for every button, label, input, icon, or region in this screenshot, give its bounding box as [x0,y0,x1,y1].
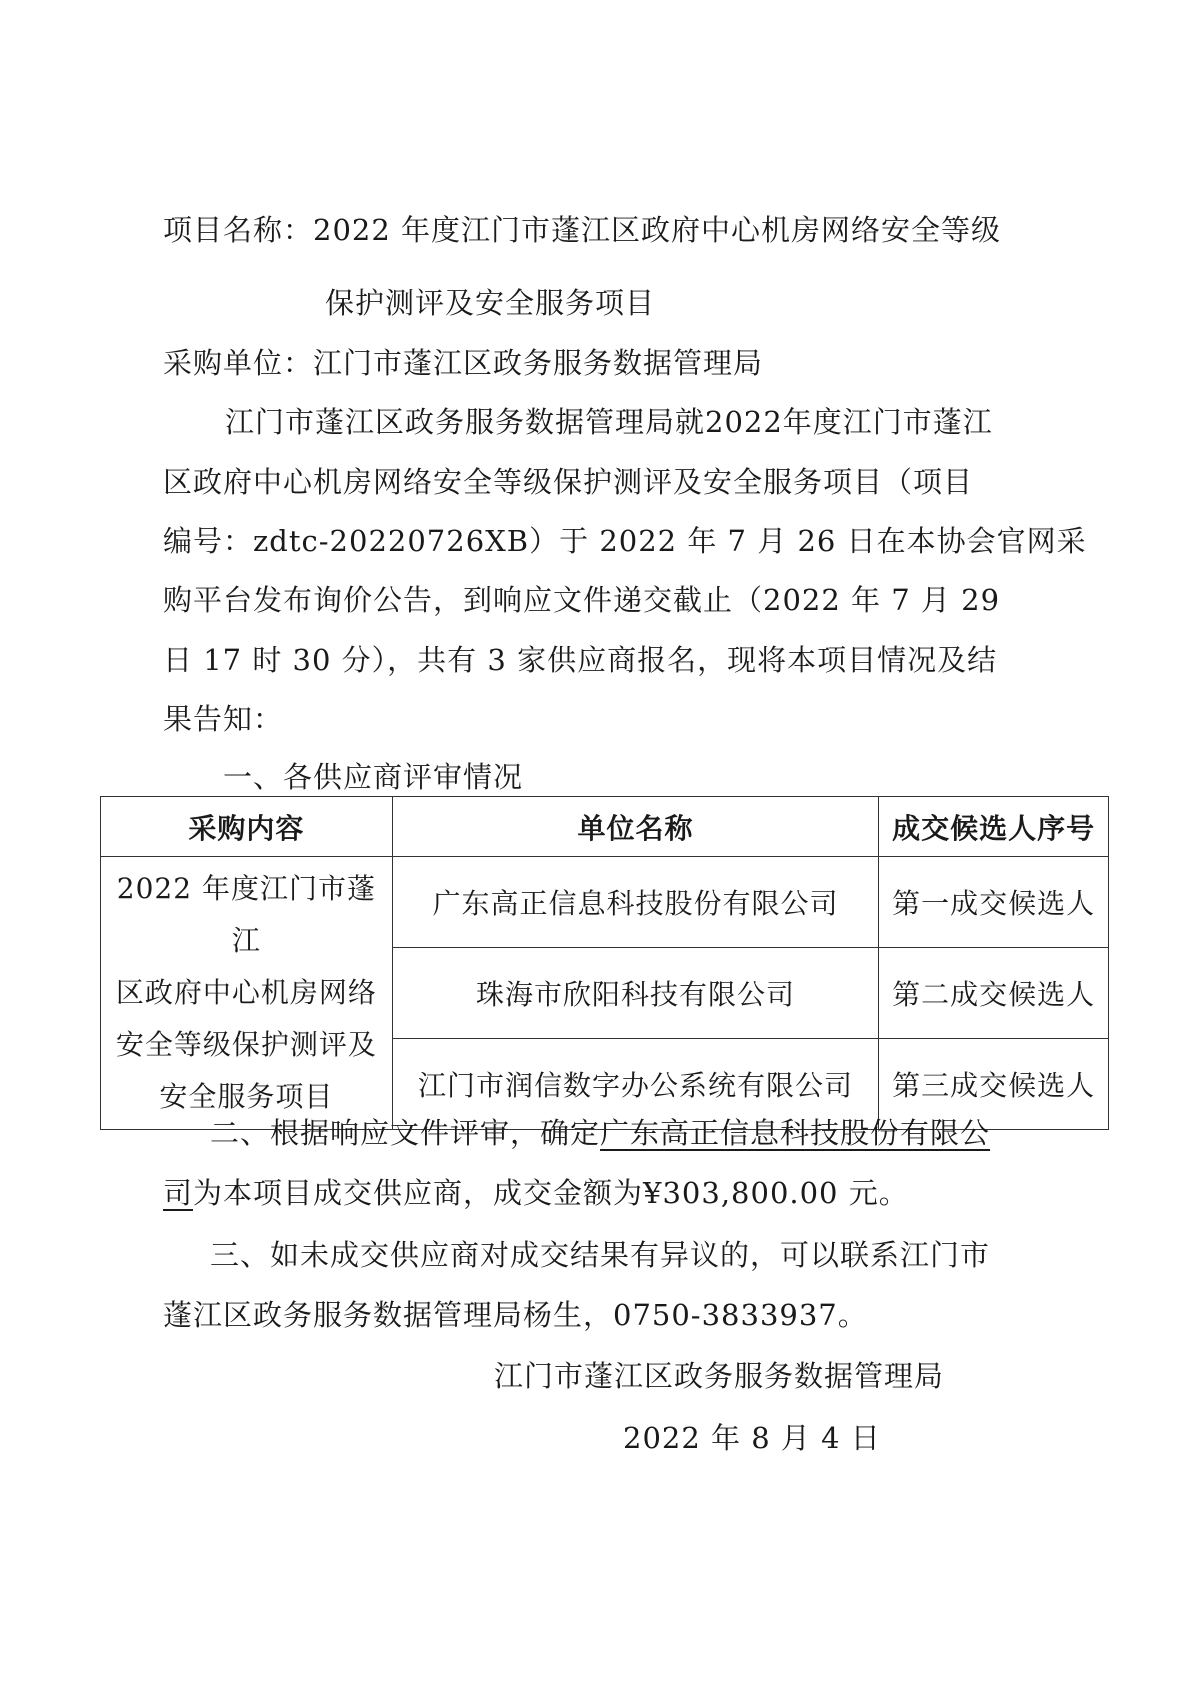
signature-org: 江门市蓬江区政务服务数据管理局 [494,1359,945,1393]
project-name-label: 项目名称： [163,213,314,247]
content-line: 安全等级保护测评及 [115,1028,377,1061]
section3-line2: 蓬江区政务服务数据管理局杨生，0750-3833937。 [163,1298,868,1332]
winner-name-part1: 广东高正信息科技股份有限公 [600,1116,991,1150]
table-header-row [101,797,1109,857]
content-line: 区政府中心机房网络 [115,976,377,1009]
section3-line1: 三、如未成交供应商对成交结果有异议的，可以联系江门市 [210,1238,991,1272]
intro-line-5: 日 17 时 30 分），共有 3 家供应商报名，现将本项目情况及结 [163,643,998,677]
header-rank: 成交候选人序号 [879,797,1109,857]
content-line: 2022 年度江门市蓬江 [116,872,376,957]
header-content: 采购内容 [101,797,393,857]
signature-date: 2022 年 8 月 4 日 [623,1421,881,1455]
section1-heading: 一、各供应商评审情况 [223,760,524,794]
review-table [100,796,1109,1130]
intro-line-4: 购平台发布询价公告，到响应文件递交截止（2022 年 7 月 29 [163,583,1001,617]
table-row [101,857,1109,948]
rank-cell: 第三成交候选人 [879,1039,1109,1130]
project-name-value: 2022 年度江门市蓬江区政府中心机房网络安全等级 [313,213,1002,247]
section2-suffix: 为本项目成交供应商，成交金额为¥303,800.00 元。 [193,1176,909,1210]
rank-cell: 第一成交候选人 [879,857,1109,948]
project-name-line1 [163,210,1001,250]
company-cell: 珠海市欣阳科技有限公司 [392,948,878,1039]
intro-line-1: 江门市蓬江区政务服务数据管理局就2022年度江门市蓬江 [225,405,993,439]
header-company: 单位名称 [392,797,878,857]
rank-cell: 第二成交候选人 [879,948,1109,1039]
buyer-value: 江门市蓬江区政务服务数据管理局 [313,346,764,380]
project-name-line2: 保护测评及安全服务项目 [325,286,656,320]
winner-name-part2: 司 [163,1176,194,1210]
intro-line-2: 区政府中心机房网络安全等级保护测评及安全服务项目（项目 [163,465,974,499]
intro-line-3: 编号：zdtc-20220726XB）于 2022 年 7 月 26 日在本协会官网采 [163,524,1087,558]
content-line: 安全服务项目 [159,1080,334,1113]
section2-prefix: 二、根据响应文件评审，确定 [210,1116,601,1150]
company-cell: 江门市润信数字办公系统有限公司 [392,1039,878,1130]
buyer-label: 采购单位： [163,346,314,380]
intro-line-6: 果告知： [163,702,284,736]
section2-line2 [163,1173,909,1213]
buyer-line [163,343,763,383]
section2-line1 [210,1113,990,1153]
company-cell: 广东高正信息科技股份有限公司 [392,857,878,948]
procurement-content-cell [101,857,393,1130]
